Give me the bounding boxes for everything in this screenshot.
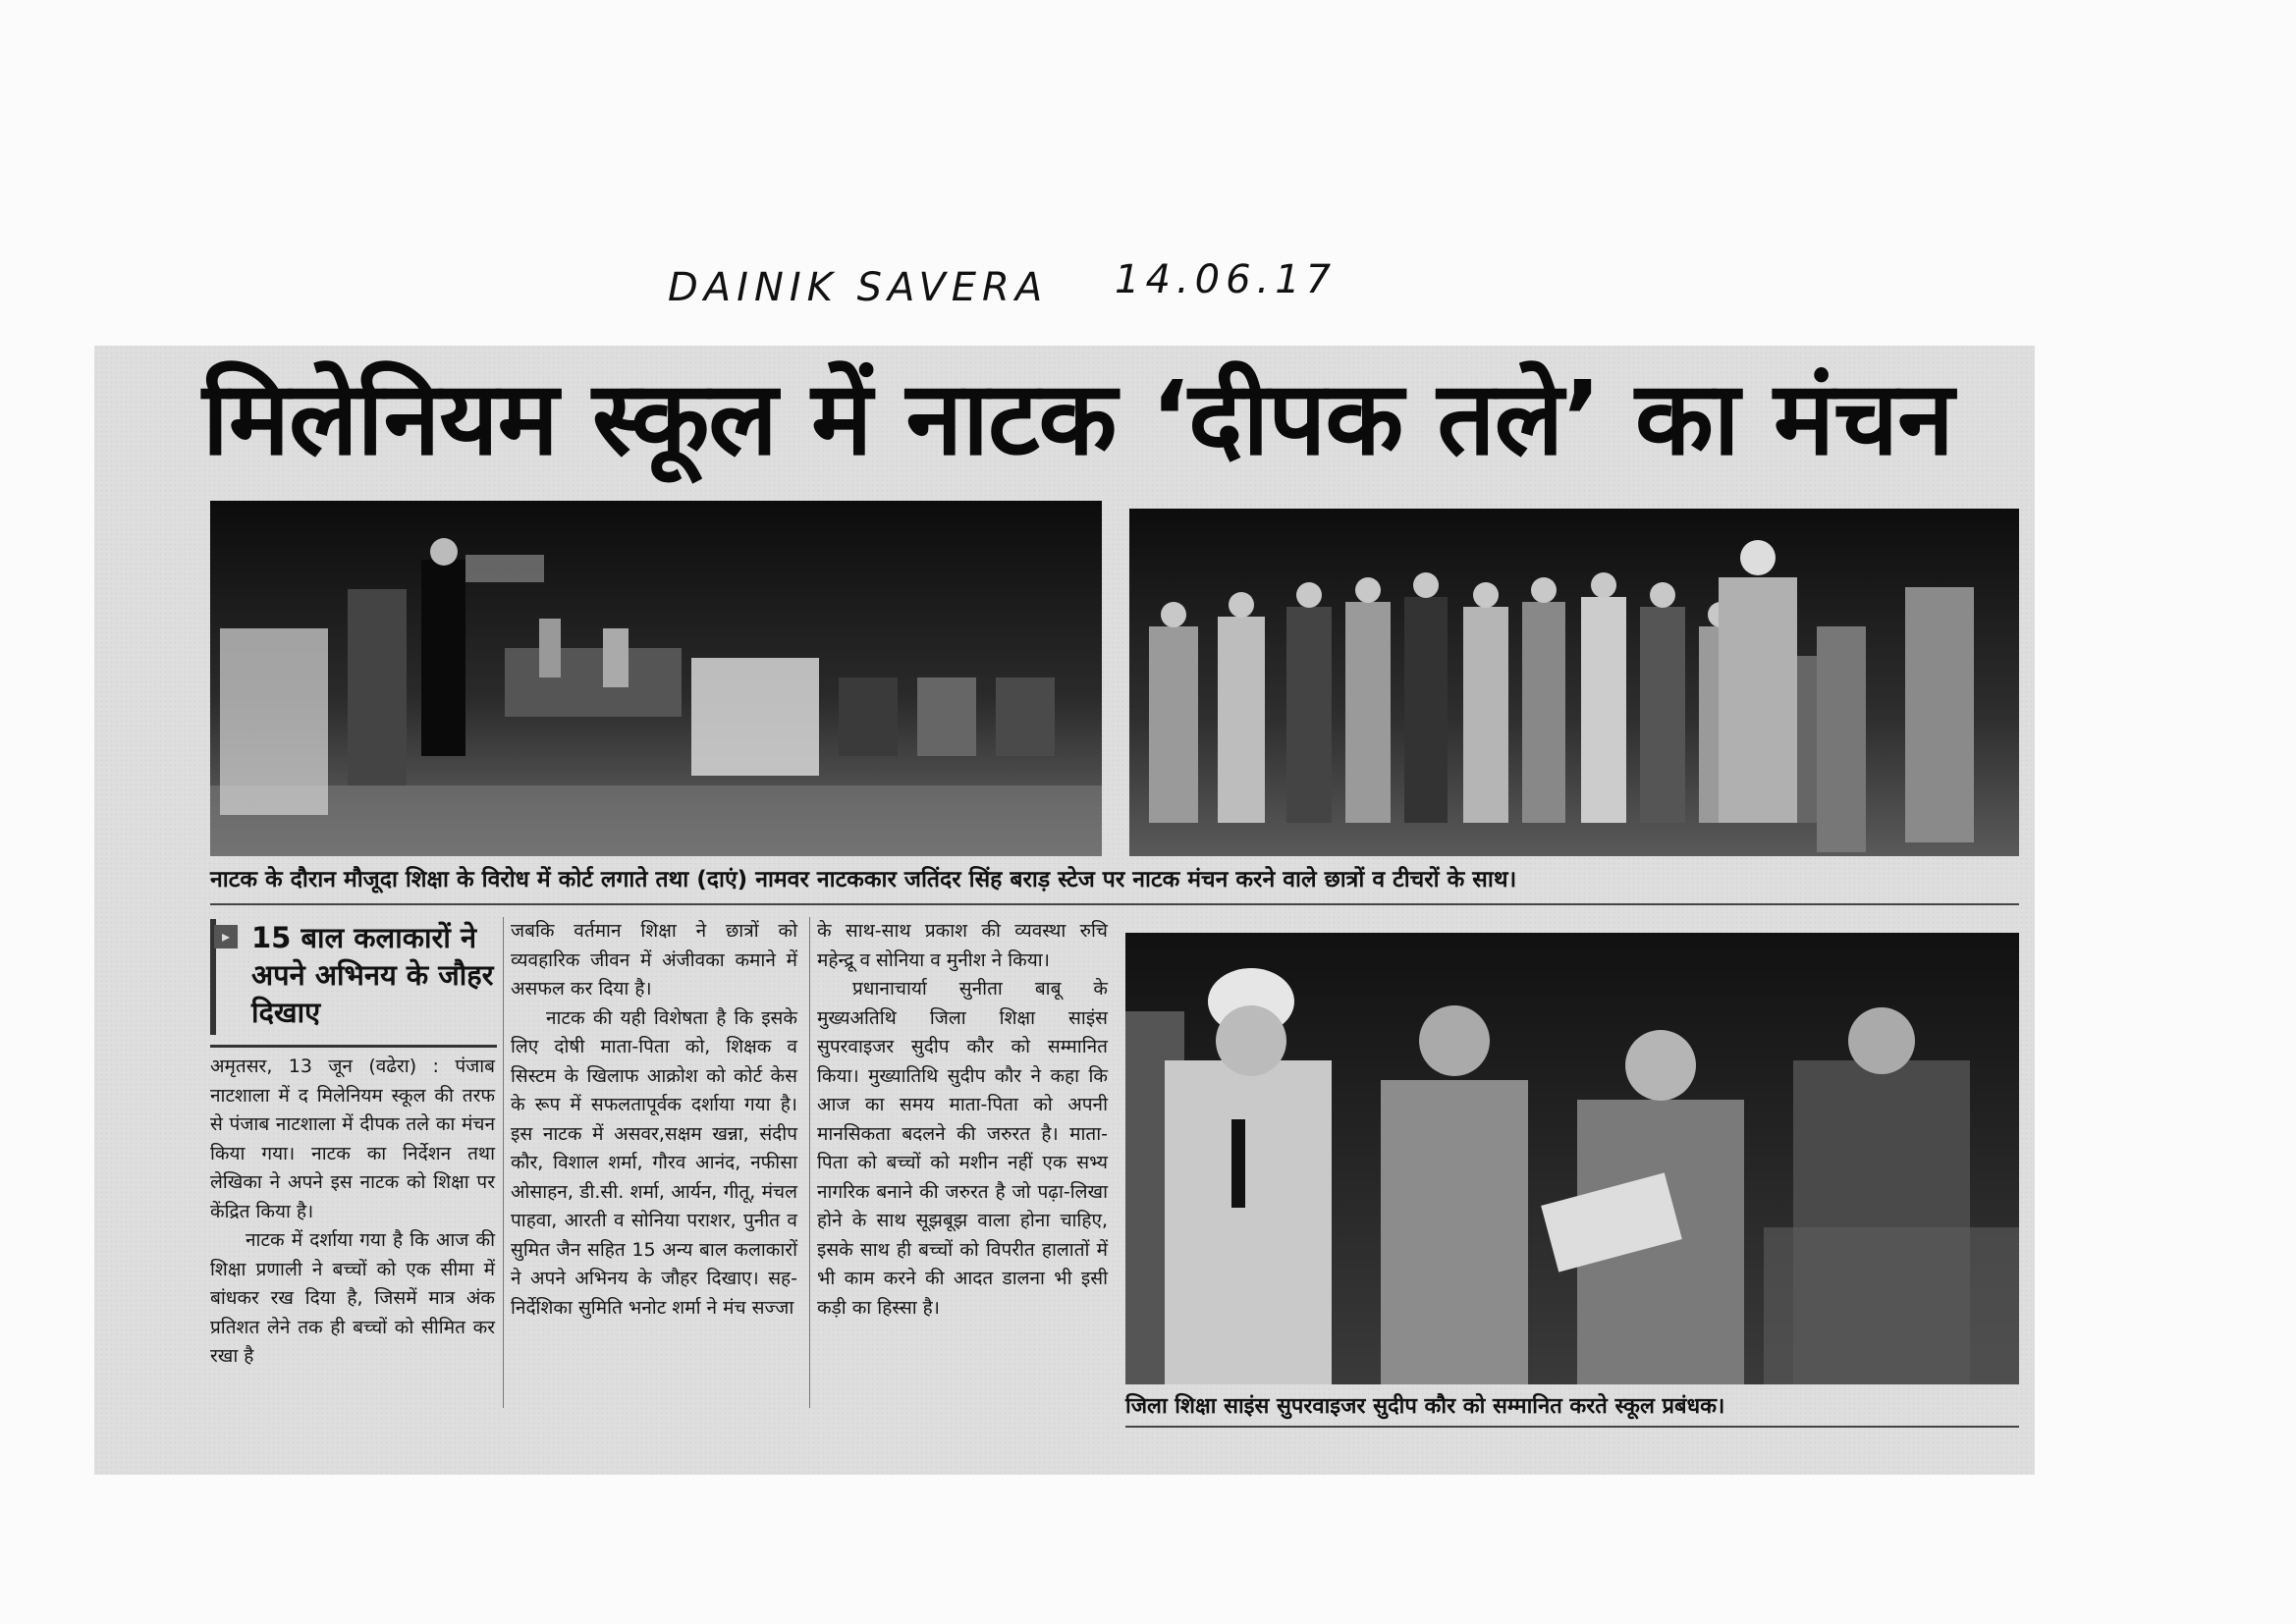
paragraph: के साथ-साथ प्रकाश की व्यवस्था रुचि महेन्द्रू व सोनिया व मुनीश ने किया। <box>817 920 1108 971</box>
divider <box>1125 1426 2019 1428</box>
paragraph: जबकि वर्तमान शिक्षा ने छात्रों को व्यवहारिक जीवन में अंजीवका कमाने में असफल कर दिया है। <box>511 920 797 1000</box>
photo-playwright-with-students <box>1129 509 2019 856</box>
headline: मिलेनियम स्कूल में नाटक ‘दीपक तले’ का मंचन <box>202 358 1953 478</box>
photo-caption-bottom: जिला शिक्षा साइंस सुपरवाइजर सुदीप कौर को सम्मानित करते स्कूल प्रबंधक। <box>1125 1394 1725 1419</box>
divider <box>210 1045 497 1048</box>
paragraph: अमृतसर, 13 जून (वढेरा) : पंजाब नाटशाला में द मिलेनियम स्कूल की तरफ से पंजाब नाटशाला में दीपक तले का मंचन किया गया। नाटक का निर्देशन तथा लेखिका ने अपने इस नाटक को शिक्षा पर केंद्रित किया है। <box>210 1056 495 1222</box>
play-marker-icon: ▸ <box>214 925 238 948</box>
column-divider <box>809 917 810 1408</box>
article-column-1 <box>210 1053 495 1372</box>
column-divider <box>503 917 504 1408</box>
handwritten-publication-name: DAINIK SAVERA <box>668 265 1049 310</box>
article-column-3 <box>817 917 1108 1323</box>
handwritten-date: 14.06.17 <box>1115 257 1338 302</box>
photo-stage-play-scene <box>210 501 1102 856</box>
divider <box>210 903 2019 905</box>
subheading-box <box>210 919 499 1035</box>
paragraph: नाटक में दर्शाया गया है कि आज की शिक्षा प्रणाली ने बच्चों को एक सीमा में बांधकर रख दिया है, जिसमें मात्र अंक प्रतिशत लेने तक ही बच्चों को सीमित कर रखा है <box>210 1229 495 1367</box>
paragraph: प्रधानाचार्या सुनीता बाबू के मुख्यअतिथि जिला शिक्षा साइंस सुपरवाइजर सुदीप कौर को सम्मानित किया। मुख्यातिथि सुदीप कौर ने कहा कि आज का समय माता-पिता को अपनी मानसिकता बदलने की जरुरत है। माता-पिता को बच्चों को मशीन नहीं एक सभ्य नागरिक बनाने की जरुरत है जो पढ़ा-लिखा होने के साथ सूझबूझ वाला होना चाहिए, इसके साथ ही बच्चों को विपरीत हालातों में भी काम करने की आदत डालना भी इसी कड़ी का हिस्सा है। <box>817 978 1108 1319</box>
paragraph: नाटक की यही विशेषता है कि इसके लिए दोषी माता-पिता को, शिक्षक व सिस्टम के खिलाफ आक्रोश को कोर्ट केस के रूप में सफलतापूर्वक दर्शाया गया है। इस नाटक में असवर,सक्षम खन्ना, संदीप कौर, विशाल शर्मा, गौरव आनंद, नफीसा ओसाहन, डी.सी. शर्मा, आर्यन, गीतू, मंचल पाहवा, आरती व सोनिया पराशर, पुनीत व सुमित जैन सहित 15 अन्य बाल कलाकारों ने अपने अभिनय के जौहर दिखाए। सह-निर्देशिका सुमिति भनोट शर्मा ने मंच सज्जा <box>511 1006 797 1319</box>
article-column-2 <box>511 917 797 1323</box>
photo-honoring-supervisor <box>1125 933 2019 1384</box>
newspaper-clipping <box>94 346 2035 1475</box>
photo-caption-top: नाटक के दौरान मौजूदा शिक्षा के विरोध में कोर्ट लगाते तथा (दाएं) नामवर नाटककार जतिंदर सिंह बराड़ स्टेज पर नाटक मंचन करने वाले छात्रों व टीचरों के साथ। <box>210 867 1517 893</box>
subheading: 15 बाल कलाकारों ने अपने अभिनय के जौहर दिखाए <box>251 921 494 1029</box>
